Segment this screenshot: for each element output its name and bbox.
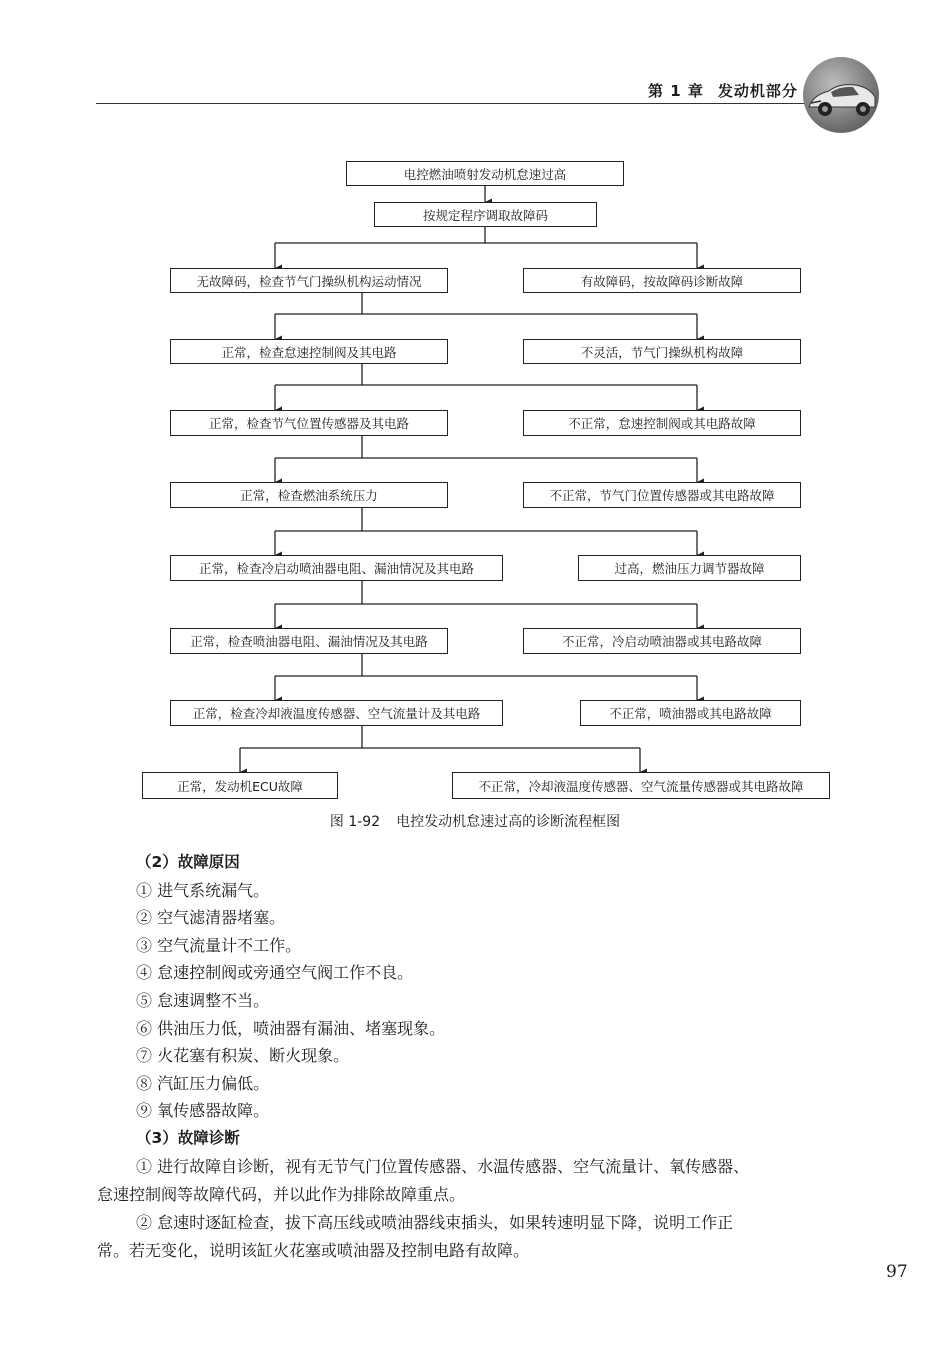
flow-box-left-2: 正常，检查怠速控制阀及其电路 [170,339,448,364]
flow-box-left-1: 无故障码，检查节气门操纵机构运动情况 [170,268,448,293]
cause-item-8: ⑧ 汽缸压力偏低。 [136,1074,270,1093]
flow-box-left-5: 正常，检查冷启动喷油器电阻、漏油情况及其电路 [170,555,503,581]
flow-box-right-5: 过高，燃油压力调节器故障 [578,555,801,581]
chapter-label: 第 1 章 [648,82,704,100]
flow-box-right-6: 不正常，冷启动喷油器或其电路故障 [523,628,801,654]
cause-item-4: ④ 怠速控制阀或旁通空气阀工作不良。 [136,963,414,982]
flow-box-read-codes: 按规定程序调取故障码 [374,202,597,227]
cause-item-5: ⑤ 怠速调整不当。 [136,991,270,1010]
flow-box-left-8: 正常，发动机ECU故障 [142,772,338,799]
figure-number: 图 1-92 [329,814,381,830]
diagnosis-paragraph-2-line-1: ② 怠速时逐缸检查，拔下高压线或喷油器线束插头，如果转速明显下降，说明工作正 [136,1213,734,1232]
diagnosis-heading: （3）故障诊断 [136,1129,240,1147]
flow-box-start: 电控燃油喷射发动机怠速过高 [346,161,624,186]
flow-box-right-1: 有故障码，按故障码诊断故障 [523,268,801,293]
figure-caption [0,811,950,831]
diagnosis-paragraph-1-line-2: 怠速控制阀等故障代码，并以此作为排除故障重点。 [97,1185,466,1204]
flow-box-left-4: 正常，检查燃油系统压力 [170,482,448,508]
cause-item-1: ① 进气系统漏气。 [136,881,270,900]
diagnosis-paragraph-2-line-2: 常。若无变化，说明该缸火花塞或喷油器及控制电路有故障。 [97,1241,530,1260]
flow-box-right-7: 不正常，喷油器或其电路故障 [580,700,801,726]
diagnosis-paragraph-1-line-1: ① 进行故障自诊断，视有无节气门位置传感器、水温传感器、空气流量计、氧传感器、 [136,1157,750,1176]
cause-item-7: ⑦ 火花塞有积炭、断火现象。 [136,1046,350,1065]
cause-item-9: ⑨ 氧传感器故障。 [136,1101,270,1120]
flow-box-right-3: 不正常，怠速控制阀或其电路故障 [523,410,801,436]
flow-box-right-4: 不正常，节气门位置传感器或其电路故障 [523,482,801,508]
cause-item-3: ③ 空气流量计不工作。 [136,936,302,955]
flow-box-right-8: 不正常，冷却液温度传感器、空气流量传感器或其电路故障 [452,772,830,799]
flow-box-left-3: 正常，检查节气位置传感器及其电路 [170,410,448,436]
cause-item-2: ② 空气滤清器堵塞。 [136,908,286,927]
flow-box-left-6: 正常，检查喷油器电阻、漏油情况及其电路 [170,628,448,654]
causes-heading: （2）故障原因 [136,853,240,871]
flow-box-right-2: 不灵活，节气门操纵机构故障 [523,339,801,364]
figure-title: 电控发动机怠速过高的诊断流程框图 [396,814,621,830]
cause-item-6: ⑥ 供油压力低，喷油器有漏油、堵塞现象。 [136,1019,446,1038]
chapter-title: 发动机部分 [717,82,798,100]
page-number: 97 [886,1262,908,1282]
flow-box-left-7: 正常，检查冷却液温度传感器、空气流量计及其电路 [170,700,503,726]
